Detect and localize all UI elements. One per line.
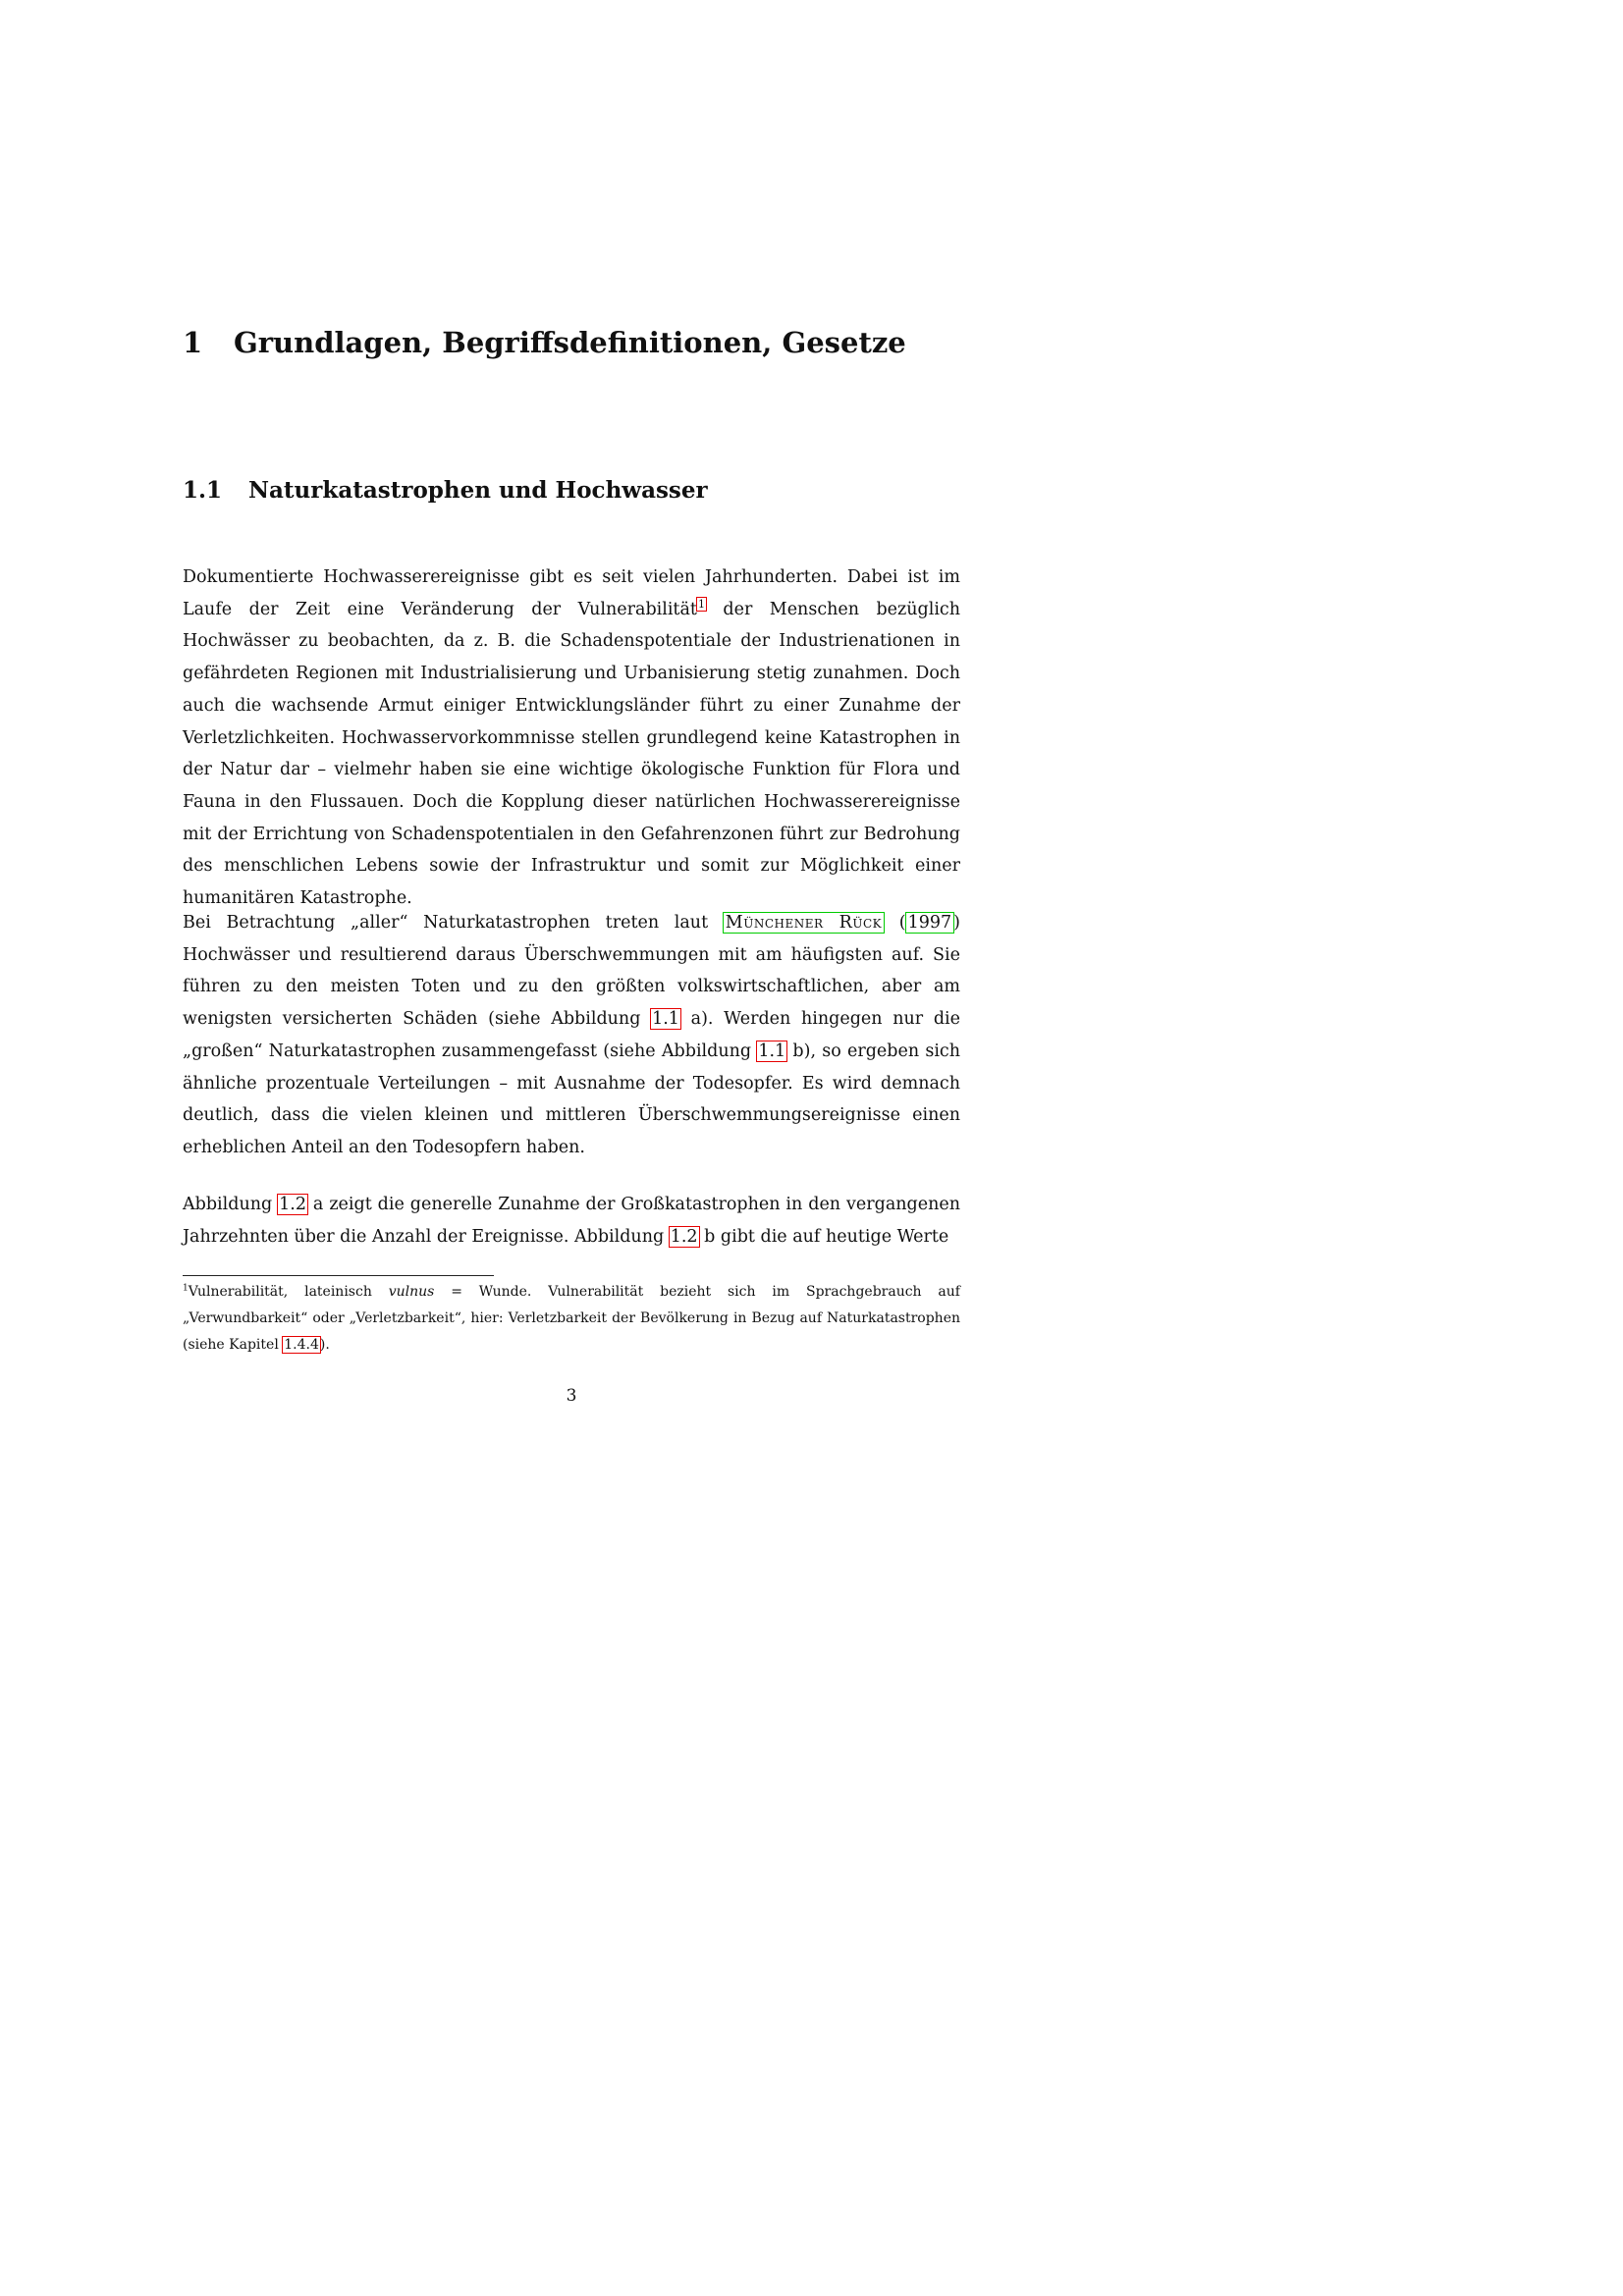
- footnote-ref-link[interactable]: 1: [697, 597, 705, 611]
- paragraph-text: b), so ergeben sich ähnliche prozentuale Verteilungen – mit Ausnahme der Todesopfer. Es wird demnach deutlich, dass die vielen kleinen und mittleren Überschwemmungsereignisse einen erheblichen Anteil an den Todesopfern haben.: [183, 1041, 961, 1157]
- paragraph-text: ) Hochwässer und resultierend daraus Überschwemmungen mit am häufigsten auf. Sie führen zu den meisten Toten und zu den größten volkswirtschaftlichen, aber am wenigsten versicherten Schäden (siehe Abbildung: [183, 913, 960, 1030]
- section-number: 1.1: [183, 477, 223, 504]
- paragraph-text: der Menschen bezüglich Hochwässer zu beobachten, da z. B. die Schadenspotentiale der Industrienationen in gefährdeten Regionen mit Industrialisierung und Urbanisierung stetig zunahmen. Doch auch die wachsende Armut einiger Entwicklungsländer führt zu einer Zunahme der Verletzlichkeiten. Hochwasservorkommnisse stellen grundlegend keine Katastrophen in der Natur dar – vielmehr haben sie eine wichtige ökologische Funktion für Flora und Fauna in den Flussauen. Doch die Kopplung dieser natürlichen Hochwasserereignisse mit der Errichtung von Schadenspotentialen in den Gefahrenzonen führt zur Bedrohung des menschlichen Lebens sowie der Infrastruktur und somit zur Möglichkeit einer humanitären Katastrophe.: [183, 599, 960, 909]
- figure-ref-link[interactable]: 1.2: [279, 1195, 306, 1214]
- paragraph-text: a). Werden hingegen nur die „großen“ Naturkatastrophen zusammengefasst (siehe Abbildung: [183, 1009, 960, 1061]
- figure-ref-link[interactable]: 1.1: [652, 1009, 679, 1030]
- paragraph-text: (: [884, 913, 906, 933]
- page-number: 3: [566, 1386, 577, 1406]
- chapter-ref-link[interactable]: 1.4.4: [284, 1337, 319, 1353]
- paragraph-text: Abbildung: [183, 1195, 279, 1214]
- footnote-text: = Wunde. Vulnerabilität bezieht sich im Sprachgebrauch auf „Verwundbarkeit“ oder „Verletzbarkeit“, hier: Verletzbarkeit der Bevölkerung in Bezug auf Naturkatastrophen (siehe Kapitel: [183, 1284, 960, 1353]
- section-heading: [183, 477, 708, 504]
- paragraph-1: [183, 561, 960, 915]
- paragraph-3: [183, 1189, 960, 1253]
- paragraph-text: a zeigt die generelle Zunahme der Großkatastrophen in den vergangenen Jahrzehnten über die Anzahl der Ereignisse. Abbildung: [183, 1195, 960, 1247]
- section-title: Naturkatastrophen und Hochwasser: [248, 477, 708, 504]
- paragraph-text: b gibt die auf heutige Werte: [698, 1226, 949, 1247]
- footnote: [183, 1279, 960, 1359]
- figure-ref-link[interactable]: 1.2: [670, 1226, 698, 1247]
- footnote-mark: 1: [183, 1283, 189, 1294]
- footnote-text: Vulnerabilität, lateinisch: [188, 1284, 389, 1300]
- figure-ref-link[interactable]: 1.1: [758, 1041, 786, 1061]
- citation-author-link[interactable]: Münchener Rück: [725, 913, 883, 933]
- chapter-title: Grundlagen, Begriffsdefinitionen, Gesetze: [234, 326, 906, 359]
- paragraph-text: Dokumentierte Hochwasserereignisse gibt es seit vielen Jahrhunderten. Dabei ist im Laufe der Zeit eine Veränderung der Vulnerabilität: [183, 567, 960, 619]
- paragraph-2: [183, 907, 960, 1164]
- citation-year-link[interactable]: 1997: [907, 913, 952, 933]
- chapter-heading: [183, 326, 906, 359]
- document-page: [0, 0, 1082, 1530]
- chapter-number: 1: [183, 326, 203, 359]
- paragraph-text: Bei Betrachtung „aller“ Naturkatastrophen treten laut: [183, 913, 724, 933]
- footnote-term: vulnus: [388, 1284, 435, 1300]
- footnote-text: ).: [319, 1337, 330, 1353]
- footnote-divider: [183, 1275, 494, 1276]
